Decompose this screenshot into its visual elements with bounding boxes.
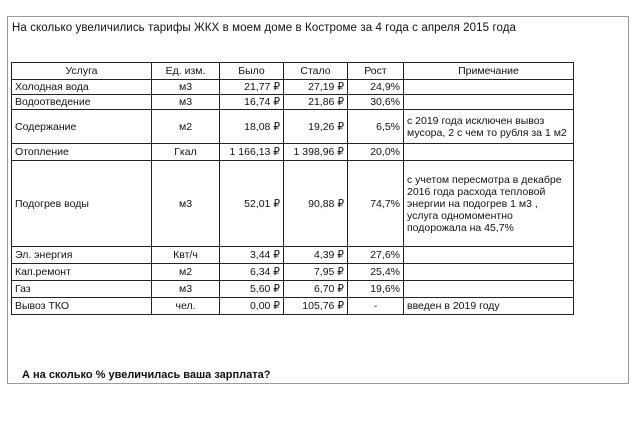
cell-unit: Квт/ч [152, 247, 220, 264]
cell-note [404, 247, 574, 264]
table-row [12, 264, 574, 281]
header-unit: Ед. изм. [152, 63, 220, 80]
table-row [12, 144, 574, 161]
cell-service: Газ [12, 281, 152, 298]
cell-was: 16,74 ₽ [220, 95, 284, 110]
cell-growth: - [348, 298, 404, 315]
cell-became: 21,86 ₽ [284, 95, 348, 110]
salary-question: А на сколько % увеличилась ваша зарплата? [22, 369, 271, 381]
header-became: Стало [284, 63, 348, 80]
cell-growth: 24,9% [348, 80, 404, 95]
cell-service: Содержание [12, 110, 152, 144]
cell-note: введен в 2019 году [404, 298, 574, 315]
page-title: На сколько увеличились тарифы ЖКХ в моем доме в Костроме за 4 года с апреля 2015 года [12, 22, 517, 34]
cell-became: 7,95 ₽ [284, 264, 348, 281]
cell-growth: 30,6% [348, 95, 404, 110]
cell-became: 4,39 ₽ [284, 247, 348, 264]
table-row [12, 161, 574, 247]
cell-growth: 19,6% [348, 281, 404, 298]
cell-service: Отопление [12, 144, 152, 161]
cell-became: 27,19 ₽ [284, 80, 348, 95]
cell-note [404, 95, 574, 110]
tariff-table [11, 62, 574, 315]
cell-service: Холодная вода [12, 80, 152, 95]
cell-note [404, 264, 574, 281]
cell-became: 19,26 ₽ [284, 110, 348, 144]
header-note: Примечание [404, 63, 574, 80]
cell-unit: м3 [152, 80, 220, 95]
cell-unit: м2 [152, 110, 220, 144]
cell-was: 21,77 ₽ [220, 80, 284, 95]
cell-note [404, 144, 574, 161]
table-header-row [12, 63, 574, 80]
cell-became: 6,70 ₽ [284, 281, 348, 298]
cell-note [404, 281, 574, 298]
cell-became: 105,76 ₽ [284, 298, 348, 315]
cell-was: 0,00 ₽ [220, 298, 284, 315]
cell-was: 5,60 ₽ [220, 281, 284, 298]
cell-service: Вывоз ТКО [12, 298, 152, 315]
cell-was: 52,01 ₽ [220, 161, 284, 247]
cell-was: 18,08 ₽ [220, 110, 284, 144]
table-row [12, 95, 574, 110]
table-row [12, 298, 574, 315]
cell-was: 1 166,13 ₽ [220, 144, 284, 161]
cell-unit: Гкал [152, 144, 220, 161]
cell-growth: 20,0% [348, 144, 404, 161]
cell-service: Эл. энергия [12, 247, 152, 264]
table-row [12, 80, 574, 95]
cell-growth: 25,4% [348, 264, 404, 281]
cell-growth: 74,7% [348, 161, 404, 247]
cell-unit: м3 [152, 281, 220, 298]
cell-service: Подогрев воды [12, 161, 152, 247]
header-was: Было [220, 63, 284, 80]
header-growth: Рост [348, 63, 404, 80]
cell-was: 3,44 ₽ [220, 247, 284, 264]
cell-became: 1 398,96 ₽ [284, 144, 348, 161]
table-row [12, 110, 574, 144]
cell-growth: 6,5% [348, 110, 404, 144]
cell-growth: 27,6% [348, 247, 404, 264]
cell-note: с 2019 года исключен вывоз мусора, 2 с чем то рубля за 1 м2 [404, 110, 574, 144]
cell-was: 6,34 ₽ [220, 264, 284, 281]
cell-became: 90,88 ₽ [284, 161, 348, 247]
cell-unit: м3 [152, 95, 220, 110]
cell-service: Водоотведение [12, 95, 152, 110]
cell-service: Кап.ремонт [12, 264, 152, 281]
cell-unit: чел. [152, 298, 220, 315]
header-service: Услуга [12, 63, 152, 80]
cell-note [404, 80, 574, 95]
cell-unit: м2 [152, 264, 220, 281]
cell-unit: м3 [152, 161, 220, 247]
table-row [12, 281, 574, 298]
table-row [12, 247, 574, 264]
cell-note: с учетом пересмотра в декабре 2016 года расхода тепловой энергии на подогрев 1 м3 , услуга одномоментно подорожала на 45,7% [404, 161, 574, 247]
